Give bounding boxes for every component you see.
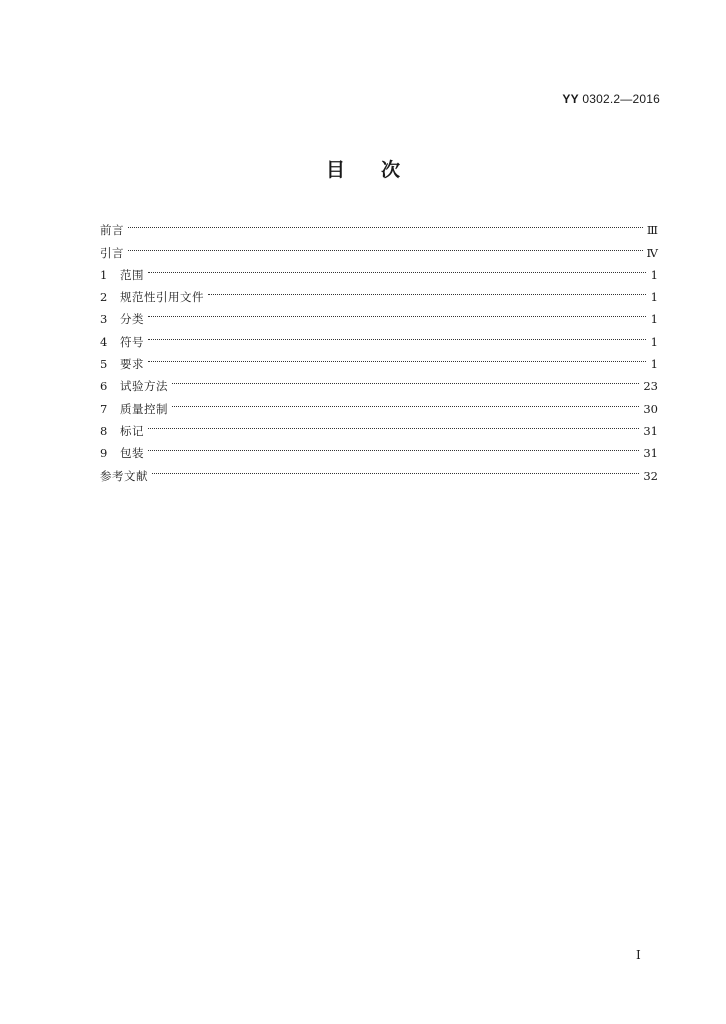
toc-entry-number: 8 (100, 423, 108, 438)
toc-entry-label: 试验方法 (120, 379, 168, 394)
toc-entry-page: 1 (650, 267, 658, 282)
toc-entry-label: 引言 (100, 245, 124, 260)
toc-entry-symbols[interactable] (100, 323, 658, 349)
toc-entry-bibliography[interactable] (100, 457, 658, 483)
toc-entry-introduction[interactable] (100, 234, 658, 260)
toc-dot-leader (172, 390, 639, 412)
toc-entry-marking[interactable] (100, 413, 658, 438)
toc-entry-scope[interactable] (100, 257, 658, 282)
toc-dot-leader (148, 346, 646, 368)
standard-code (562, 92, 660, 106)
toc-entry-label: 标记 (120, 423, 144, 438)
toc-dot-leader (148, 257, 646, 279)
standard-number: 0302.2—2016 (582, 92, 660, 106)
toc-entry-label: 分类 (120, 312, 144, 327)
toc-dot-leader (128, 234, 643, 256)
page-title-char-2: 次 (381, 159, 401, 181)
toc-entry-label: 符号 (120, 334, 144, 349)
toc-entry-label: 质量控制 (120, 401, 168, 416)
table-of-contents (100, 212, 658, 483)
toc-dot-leader (148, 413, 639, 435)
toc-entry-number: 2 (100, 290, 108, 305)
toc-entry-label: 参考文献 (100, 468, 148, 483)
standard-prefix: YY (562, 92, 579, 106)
toc-entry-page: 30 (643, 401, 658, 416)
toc-entry-classification[interactable] (100, 301, 658, 327)
toc-entry-page: 1 (650, 290, 658, 305)
page-number: I (636, 948, 641, 962)
toc-dot-leader (208, 279, 646, 301)
toc-entry-number: 1 (100, 267, 108, 282)
toc-entry-quality-control[interactable] (100, 390, 658, 416)
page-title (0, 155, 726, 182)
toc-entry-packaging[interactable] (100, 435, 658, 461)
toc-entry-page: 31 (643, 446, 658, 461)
toc-entry-number: 4 (100, 334, 108, 349)
toc-dot-leader (152, 457, 639, 479)
toc-entry-page: 23 (643, 379, 658, 394)
toc-entry-foreword[interactable] (100, 212, 658, 238)
toc-entry-page: Ⅳ (646, 245, 658, 260)
toc-entry-label: 规范性引用文件 (120, 290, 204, 305)
toc-entry-page: 32 (643, 468, 658, 483)
toc-entry-page: 1 (650, 357, 658, 372)
toc-entry-number: 3 (100, 312, 108, 327)
toc-dot-leader (148, 435, 639, 457)
toc-dot-leader (172, 368, 639, 390)
toc-dot-leader (148, 301, 646, 323)
toc-entry-label: 包装 (120, 446, 144, 461)
toc-entry-page: 1 (650, 334, 658, 349)
toc-entry-page: Ⅲ (646, 223, 658, 238)
toc-dot-leader (148, 323, 646, 345)
toc-entry-number: 9 (100, 446, 108, 461)
toc-entry-page: 1 (650, 312, 658, 327)
toc-entry-normative-references[interactable] (100, 279, 658, 305)
toc-entry-number: 5 (100, 357, 108, 372)
toc-dot-leader (128, 212, 643, 234)
toc-entry-requirements[interactable] (100, 346, 658, 372)
toc-entry-test-methods[interactable] (100, 368, 658, 394)
toc-entry-number: 6 (100, 379, 108, 394)
toc-entry-page: 31 (643, 423, 658, 438)
toc-entry-label: 前言 (100, 223, 124, 238)
page-title-char-1: 目 (325, 159, 345, 181)
toc-entry-label: 范围 (120, 267, 144, 282)
toc-entry-label: 要求 (120, 357, 144, 372)
toc-entry-number: 7 (100, 401, 108, 416)
